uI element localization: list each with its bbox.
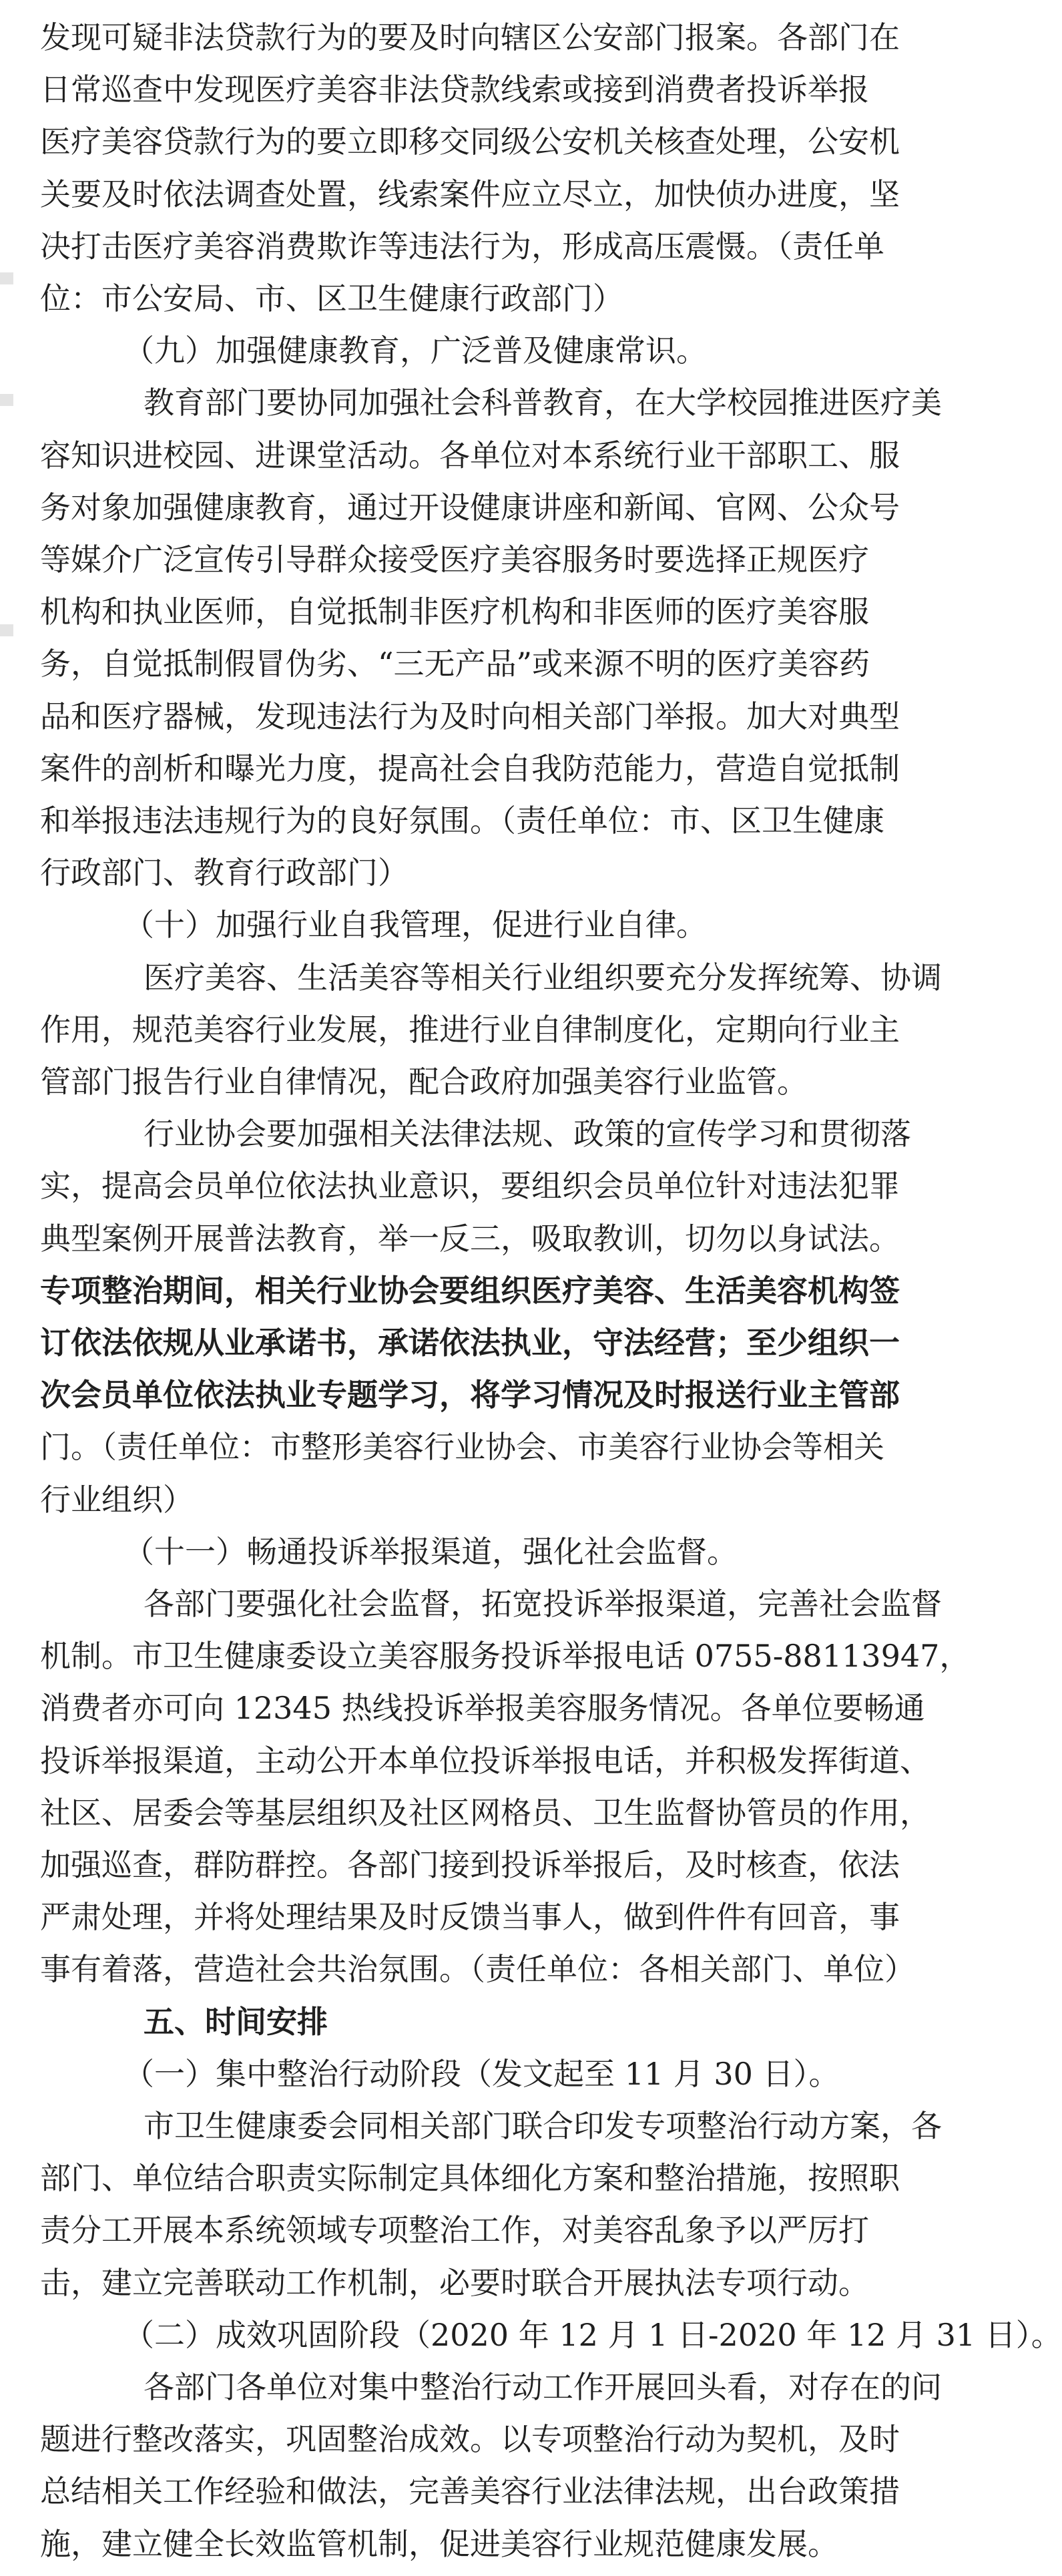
section-heading: （一）集中整治行动阶段（发文起至 11 月 30 日）。	[123, 2055, 840, 2092]
text-line: 实，提高会员单位依法执业意识，要组织会员单位针对违法犯罪	[40, 1168, 900, 1205]
scan-edge-mark	[0, 394, 13, 406]
text-line: 务对象加强健康教育，通过开设健康讲座和新闻、官网、公众号	[40, 489, 900, 525]
text-line: 位：市公安局、市、区卫生健康行政部门）	[40, 280, 623, 316]
text-line: 订依法依规从业承诺书，承诺依法执业，守法经营；至少组织一	[40, 1325, 900, 1361]
text-line: 部门、单位结合职责实际制定具体细化方案和整治措施，按照职	[40, 2160, 900, 2197]
text-line: 品和医疗器械，发现违法行为及时向相关部门举报。加大对典型	[40, 698, 900, 734]
text-line: 决打击医疗美容消费欺诈等违法行为，形成高压震慑。（责任单	[40, 228, 884, 264]
text-line: 社区、居委会等基层组织及社区网格员、卫生监督协管员的作用，	[40, 1794, 931, 1831]
text-line: 加强巡查，群防群控。各部门接到投诉举报后，及时核查，依法	[40, 1847, 900, 1883]
text-line: 和举报违法违规行为的良好氛围。（责任单位：市、区卫生健康	[40, 803, 884, 839]
text-line: 行业组织）	[40, 1481, 194, 1518]
text-line: 专项整治期间，相关行业协会要组织医疗美容、生活美容机构签	[40, 1272, 900, 1309]
text-line: 机构和执业医师，自觉抵制非医疗机构和非医师的医疗美容服	[40, 594, 869, 630]
text-line: 日常巡查中发现医疗美容非法贷款线索或接到消费者投诉举报	[40, 71, 869, 108]
text-line: 击，建立完善联动工作机制，必要时联合开展执法专项行动。	[40, 2264, 869, 2301]
text-line: 作用，规范美容行业发展，推进行业自律制度化，定期向行业主	[40, 1011, 900, 1048]
text-line: 次会员单位依法执业专题学习，将学习情况及时报送行业主管部	[40, 1377, 900, 1414]
text-line: 行政部门、教育行政部门）	[40, 855, 409, 891]
text-line: 施，建立健全长效监管机制，促进美容行业规范健康发展。	[40, 2525, 838, 2562]
text-line: 责分工开展本系统领域专项整治工作，对美容乱象予以严厉打	[40, 2212, 869, 2249]
section-heading: 五、时间安排	[144, 2003, 328, 2040]
text-line: 市卫生健康委会同相关部门联合印发专项整治行动方案，各	[144, 2108, 942, 2144]
section-heading: （十一）畅通投诉举报渠道，强化社会监督。	[123, 1533, 738, 1570]
section-heading: （九）加强健康教育，广泛普及健康常识。	[123, 333, 707, 369]
text-line: 消费者亦可向 12345 热线投诉举报美容服务情况。各单位要畅通	[40, 1690, 925, 1727]
text-line: 各部门要强化社会监督，拓宽投诉举报渠道，完善社会监督	[144, 1586, 942, 1622]
text-line: 题进行整改落实，巩固整治成效。以专项整治行动为契机，及时	[40, 2421, 900, 2458]
text-line: 案件的剖析和曝光力度，提高社会自我防范能力，营造自觉抵制	[40, 750, 900, 787]
text-line: 总结相关工作经验和做法，完善美容行业法律法规，出台政策措	[40, 2473, 900, 2510]
text-line: 教育部门要协同加强社会科普教育，在大学校园推进医疗美	[144, 385, 942, 421]
text-line: 发现可疑非法贷款行为的要及时向辖区公安部门报案。各部门在	[40, 19, 900, 55]
text-line: 机制。市卫生健康委设立美容服务投诉举报电话 0755-88113947，	[40, 1638, 971, 1675]
section-heading: （十）加强行业自我管理，促进行业自律。	[123, 907, 707, 943]
text-line: 管部门报告行业自律情况，配合政府加强美容行业监管。	[40, 1064, 808, 1100]
text-line: 务，自觉抵制假冒伪劣、“三无产品”或来源不明的医疗美容药	[40, 646, 870, 682]
scan-edge-mark	[0, 624, 13, 636]
text-line: 各部门各单位对集中整治行动工作开展回头看，对存在的问	[144, 2369, 942, 2405]
text-line: 关要及时依法调查处置，线索案件应立尽立，加快侦办进度，坚	[40, 176, 900, 212]
text-line: 门。（责任单位：市整形美容行业协会、市美容行业协会等相关	[40, 1429, 884, 1466]
text-line: 等媒介广泛宣传引导群众接受医疗美容服务时要选择正规医疗	[40, 542, 869, 578]
text-line: 医疗美容贷款行为的要立即移交同级公安机关核查处理，公安机	[40, 124, 900, 160]
text-line: 严肃处理，并将处理结果及时反馈当事人，做到件件有回音，事	[40, 1899, 900, 1936]
text-line: 事有着落，营造社会共治氛围。（责任单位：各相关部门、单位）	[40, 1951, 915, 1988]
section-heading: （二）成效巩固阶段（2020 年 12 月 1 日-2020 年 12 月 31 日）。	[123, 2316, 1062, 2353]
text-line: 投诉举报渠道，主动公开本单位投诉举报电话，并积极发挥街道、	[40, 1742, 931, 1779]
text-line: 医疗美容、生活美容等相关行业组织要充分发挥统筹、协调	[144, 959, 942, 996]
text-line: 容知识进校园、进课堂活动。各单位对本系统行业干部职工、服	[40, 437, 900, 473]
text-line: 行业协会要加强相关法律法规、政策的宣传学习和贯彻落	[144, 1116, 911, 1152]
scan-edge-mark	[0, 272, 13, 284]
text-line: 典型案例开展普法教育，举一反三，吸取教训，切勿以身试法。	[40, 1220, 900, 1257]
